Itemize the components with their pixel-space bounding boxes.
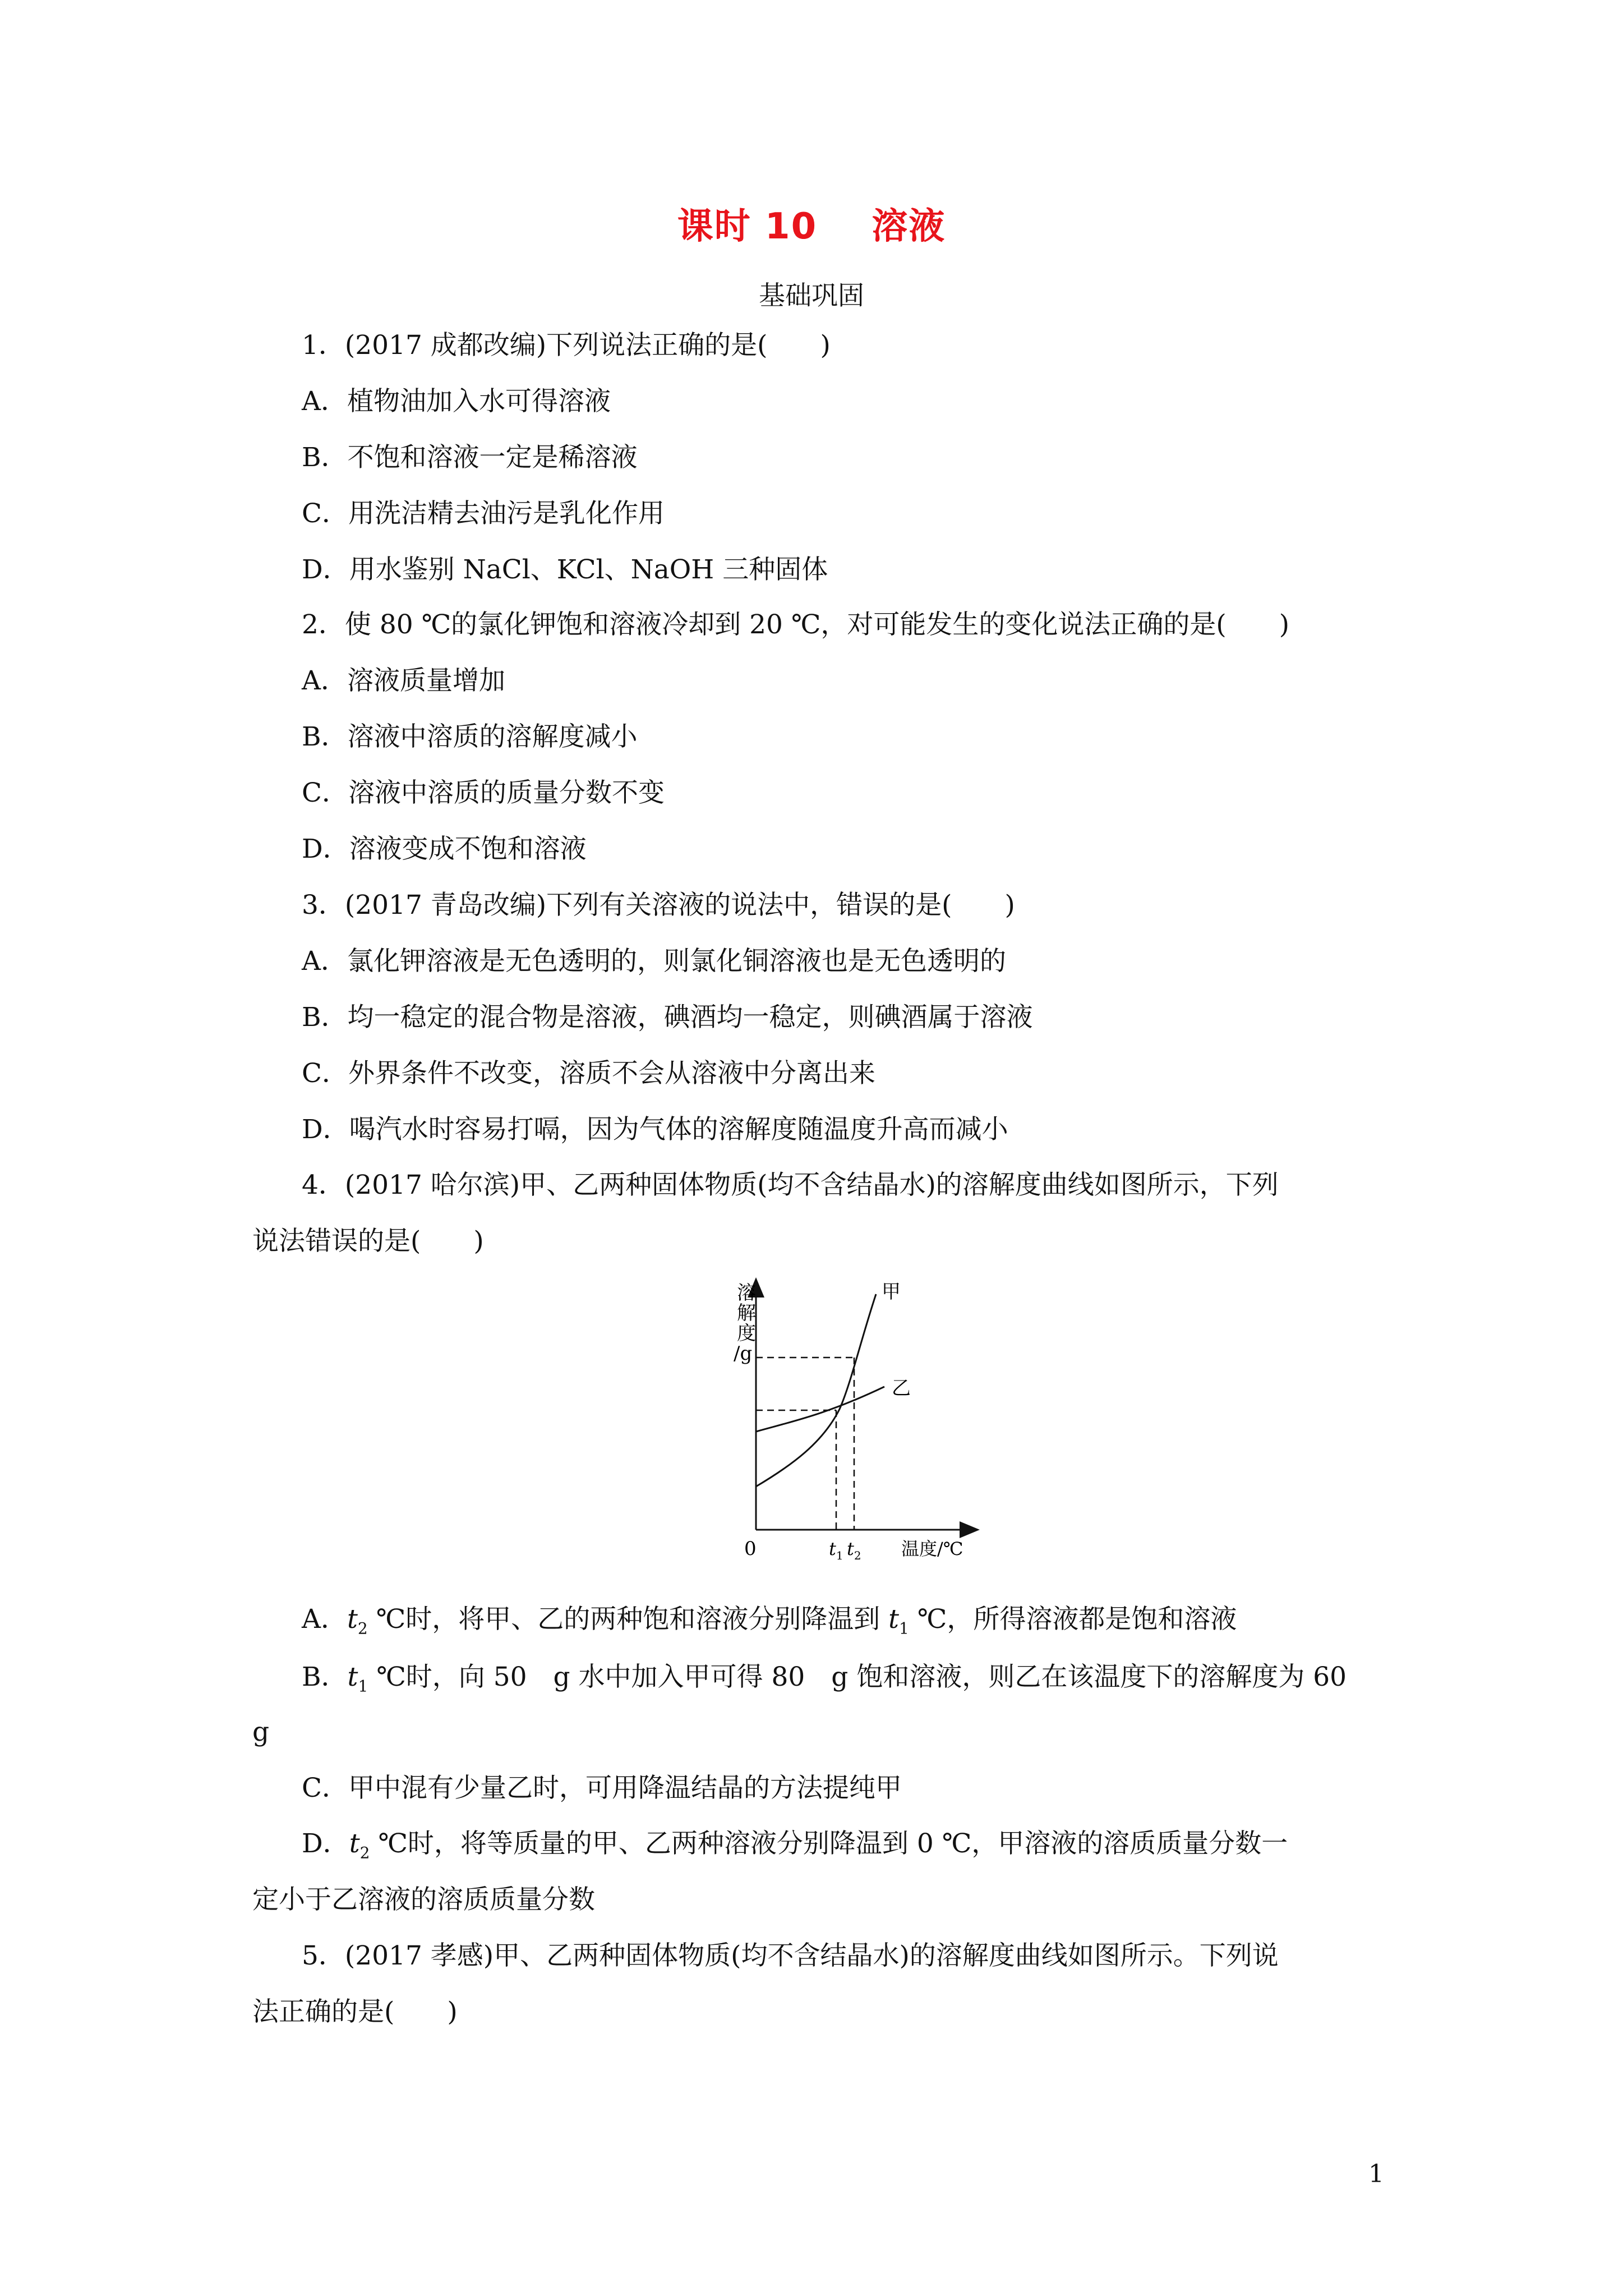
section-title: 基础巩固 [759, 280, 864, 311]
series-label-yi: 乙 [892, 1377, 911, 1400]
curve-yi [756, 1387, 884, 1432]
x-axis-label: 温度/℃ [901, 1538, 963, 1559]
question-1-option-a: A．植物油加入水可得溶液 [302, 386, 611, 417]
question-3-stem: 3．(2017 青岛改编)下列有关溶液的说法中，错误的是( ) [302, 890, 1015, 921]
question-1-option-b: B．不饱和溶液一定是稀溶液 [302, 442, 638, 473]
y-axis-label-4: /g [734, 1342, 753, 1365]
question-2-option-c: C．溶液中溶质的质量分数不变 [302, 777, 665, 808]
question-4-option-d: D．$t_2$ ℃时，将等质量的甲、乙两种溶液分别降温到 0 ℃，甲溶液的溶质质量分数一 [302, 1828, 1288, 1862]
question-4-option-b: B．$t_1$ ℃时，向 50 g 水中加入甲可得 80 g 饱和溶液，则乙在该温度下的溶解度为 60 [302, 1662, 1347, 1696]
question-3-option-a: A．氯化钾溶液是无色透明的，则氯化铜溶液也是无色透明的 [302, 946, 1006, 977]
question-3-option-d: D．喝汽水时容易打嗝，因为气体的溶解度随温度升高而减小 [302, 1114, 1008, 1145]
question-1-option-d: D．用水鉴别 NaCl、KCl、NaOH 三种固体 [302, 554, 828, 585]
question-4-option-d-cont: 定小于乙溶液的溶质质量分数 [252, 1884, 595, 1915]
question-3-option-c: C．外界条件不改变，溶质不会从溶液中分离出来 [302, 1058, 875, 1089]
solubility-chart [713, 1274, 994, 1572]
question-4-option-a: A．$t_2$ ℃时，将甲、乙的两种饱和溶液分别降温到 $t_1$ ℃，所得溶液都是饱和溶液 [302, 1604, 1237, 1638]
question-2-option-b: B．溶液中溶质的溶解度减小 [302, 721, 638, 752]
question-4-option-b-cont: g [252, 1717, 270, 1747]
curve-jia [756, 1294, 876, 1487]
y-axis-label-1: 溶 [737, 1282, 756, 1304]
question-2-option-a: A．溶液质量增加 [302, 665, 505, 696]
question-4-stem-line2: 说法错误的是( ) [252, 1226, 484, 1257]
question-4-option-c: C．甲中混有少量乙时，可用降温结晶的方法提纯甲 [302, 1773, 902, 1803]
page-number: 1 [1368, 2160, 1384, 2188]
question-5-stem-line2: 法正确的是( ) [252, 1996, 458, 2027]
question-1-option-c: C．用洗洁精去油污是乳化作用 [302, 498, 665, 529]
question-3-option-b: B．均一稳定的混合物是溶液，碘酒均一稳定，则碘酒属于溶液 [302, 1002, 1033, 1033]
y-axis-label-3: 度 [737, 1322, 756, 1345]
page-title: 课时 10 溶液 [677, 206, 946, 247]
question-4-stem-line1: 4．(2017 哈尔滨)甲、乙两种固体物质(均不含结晶水)的溶解度曲线如图所示，下列 [302, 1170, 1279, 1200]
origin-label: 0 [744, 1538, 757, 1560]
question-1-stem: 1．(2017 成都改编)下列说法正确的是( ) [302, 330, 831, 361]
question-5-stem-line1: 5．(2017 孝感)甲、乙两种固体物质(均不含结晶水)的溶解度曲线如图所示。下列说 [302, 1940, 1279, 1971]
t1-label: $t_1$ [829, 1538, 843, 1562]
t2-label: $t_2$ [847, 1538, 861, 1562]
y-axis-label-2: 解 [737, 1302, 756, 1324]
question-2-stem: 2．使 80 ℃的氯化钾饱和溶液冷却到 20 ℃，对可能发生的变化说法正确的是( ) [302, 609, 1290, 640]
question-2-option-d: D．溶液变成不饱和溶液 [302, 834, 587, 864]
series-label-jia: 甲 [882, 1281, 901, 1303]
